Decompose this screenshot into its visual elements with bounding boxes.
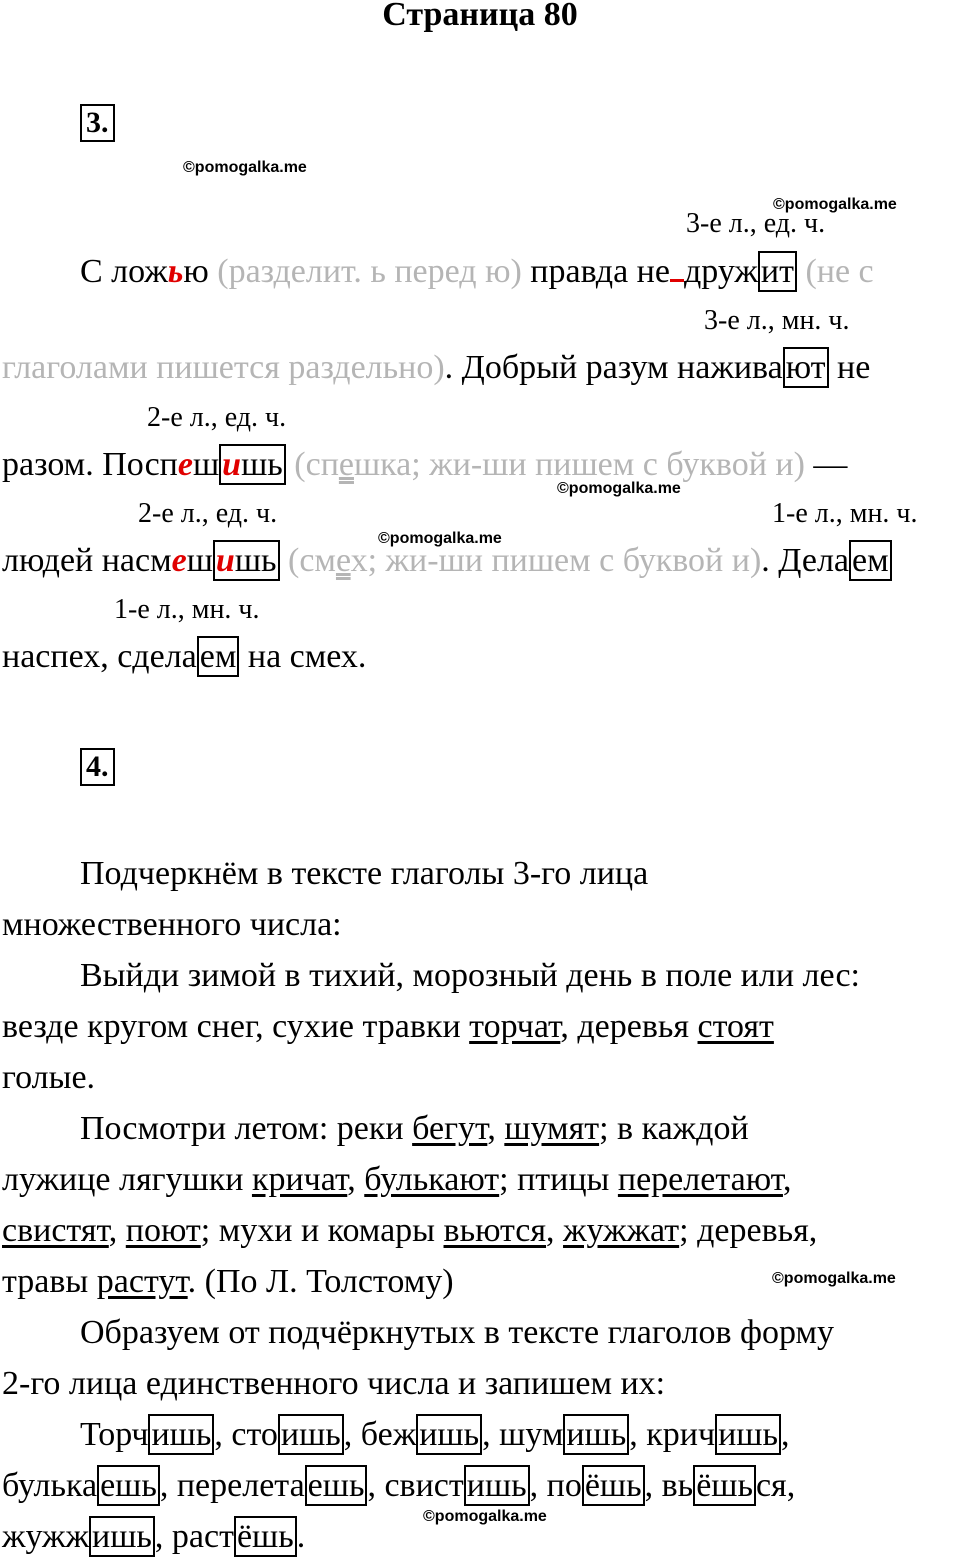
verb-stem: по (546, 1467, 582, 1504)
text: лужице лягушки (2, 1161, 252, 1198)
verb-stem: свист (384, 1467, 464, 1504)
underlined-verb: булькают (364, 1161, 500, 1198)
task4-p2-line1 (80, 1109, 749, 1149)
text: правда не (521, 253, 670, 290)
text: , (644, 1467, 662, 1504)
text: , (482, 1416, 500, 1453)
underlined-verb: свистят (2, 1212, 109, 1249)
text: , (108, 1212, 126, 1249)
verb-stem: крич (646, 1416, 716, 1453)
text: ; в каждой (599, 1110, 749, 1147)
verb-stem: вь (661, 1467, 694, 1504)
text: , деревья (560, 1008, 698, 1045)
ending-box: ишь (563, 1414, 629, 1455)
underlined-verb: растут (96, 1263, 188, 1300)
watermark: ©pomogalka.me (557, 480, 681, 497)
verb-stem: Торч (80, 1416, 149, 1453)
text: ю (183, 253, 218, 290)
explanation: (разделит. ь перед ю) (217, 253, 522, 290)
text: ся, (755, 1467, 796, 1504)
annotation: 3-е л., мн. ч. (704, 305, 850, 336)
explanation: х; жи-ши пишем с буквой и) (350, 542, 762, 579)
underlined-verb: стоят (697, 1008, 774, 1045)
ending-box: шь (241, 446, 283, 483)
text: — (804, 446, 848, 483)
task4-forms-line2 (2, 1466, 795, 1506)
explanation: шка; жи-ши пишем с буквой и) (353, 446, 805, 483)
text: . (296, 1518, 306, 1555)
task3-line-4 (2, 541, 892, 581)
text: , (159, 1467, 177, 1504)
text: травы (2, 1263, 97, 1300)
highlight-letter: е (177, 446, 193, 483)
verb-stem: перелета (176, 1467, 305, 1504)
text: . (По Л. Толстому) (187, 1263, 454, 1300)
separate-spelling-mark (670, 253, 684, 282)
ending-box: ешь (97, 1465, 160, 1506)
annotation: 2-е л., ед. ч. (138, 498, 278, 529)
task4-p2-line2 (2, 1160, 791, 1200)
text: на смех. (239, 638, 367, 675)
task4-p2-line3 (2, 1211, 817, 1251)
highlight-letter: и (215, 542, 235, 579)
task-number-4: 4. (80, 748, 115, 786)
explanation: (сп (285, 446, 339, 483)
task4-p1-line3: голые. (2, 1059, 96, 1096)
text: . Дела (761, 542, 850, 579)
verb-stem: раст (171, 1518, 234, 1555)
underlined-verb: кричат (251, 1161, 348, 1198)
task3-line-2 (2, 348, 870, 388)
underlined-verb: торчат (469, 1008, 561, 1045)
annotation: 1-е л., мн. ч. (114, 594, 260, 625)
text: , (154, 1518, 172, 1555)
ending-box: ишь (715, 1414, 781, 1455)
task4-p1-line1: Выйди зимой в тихий, морозный день в поле или лес: (80, 957, 860, 994)
task4-intro-2: множественного числа: (2, 906, 342, 943)
annotation: 2-е л., ед. ч. (147, 402, 287, 433)
text: , (214, 1416, 232, 1453)
verb-stem: беж (360, 1416, 417, 1453)
highlight-letter: и (222, 446, 242, 483)
text: везде кругом снег, сухие травки (2, 1008, 470, 1045)
text: друж (683, 253, 758, 290)
ending-box: ёшь (693, 1465, 756, 1506)
verb-stem: булька (2, 1467, 98, 1504)
task3-line-5 (2, 637, 366, 677)
text: ; мухи и комары (200, 1212, 444, 1249)
task3-line-1 (80, 252, 874, 292)
explanation-stress: е (335, 542, 351, 579)
text: , (367, 1467, 385, 1504)
ending-box: ишь (464, 1465, 530, 1506)
verb-stem: шум (499, 1416, 564, 1453)
explanation: (не с (796, 253, 874, 290)
annotation: 3-е л., ед. ч. (686, 208, 826, 239)
underlined-verb: шумят (504, 1110, 600, 1147)
watermark: ©pomogalka.me (423, 1508, 547, 1525)
task4-forms-line3 (2, 1517, 305, 1557)
task-number-3: 3. (80, 104, 115, 142)
underlined-verb: жужжат (563, 1212, 680, 1249)
underlined-verb: перелетают (617, 1161, 783, 1198)
text: наспех, сдела (2, 638, 197, 675)
text: С лож (80, 253, 168, 290)
ending-box: шь (234, 542, 277, 579)
text: , (347, 1161, 365, 1198)
highlight-letter: ь (167, 253, 184, 290)
task4-p3-line1: Образуем от подчёркнутых в тексте глаголов форму (80, 1314, 835, 1351)
text: , (546, 1212, 564, 1249)
ending-box: ишь (416, 1414, 482, 1455)
ending-box: ем (197, 636, 240, 677)
explanation: глаголами пишется раздельно) (2, 349, 445, 386)
task4-p2-line4 (2, 1262, 454, 1302)
ending-box: ит (758, 251, 797, 292)
explanation: (см (279, 542, 336, 579)
annotation: 1-е л., мн. ч. (772, 498, 918, 529)
underlined-verb: поют (125, 1212, 201, 1249)
text: людей насм (2, 542, 172, 579)
verb-stem: жужж (2, 1518, 90, 1555)
text: Посмотри летом: реки (80, 1110, 413, 1147)
underlined-verb: вьются (443, 1212, 547, 1249)
verb-stem: сто (231, 1416, 278, 1453)
text: ; деревья, (679, 1212, 818, 1249)
text: . Добрый разум нажива (444, 349, 783, 386)
text: , (343, 1416, 361, 1453)
watermark: ©pomogalka.me (183, 159, 307, 176)
page-title: Страница 80 (382, 0, 578, 33)
task4-intro-1: Подчеркнём в тексте глаголы 3-го лица (80, 855, 649, 892)
explanation-stress: е (338, 446, 354, 483)
watermark: ©pomogalka.me (378, 530, 502, 547)
ending-box: ёшь (234, 1516, 297, 1557)
text: разом. Посп (2, 446, 178, 483)
text: , (780, 1416, 790, 1453)
text: ; птицы (499, 1161, 618, 1198)
text: , (529, 1467, 547, 1504)
ending-box: ишь (89, 1516, 155, 1557)
underlined-verb: бегут (412, 1110, 488, 1147)
text: ш (192, 446, 220, 483)
task4-forms-line1 (80, 1415, 789, 1455)
highlight-letter: е (171, 542, 187, 579)
task4-p3-line2: 2-го лица единственного числа и запишем их: (2, 1365, 666, 1402)
text: , (782, 1161, 792, 1198)
ending-box: ем (849, 540, 892, 581)
ending-box: ишь (278, 1414, 344, 1455)
text: ш (186, 542, 213, 579)
ending-box: ешь (305, 1465, 368, 1506)
ending-box: ют (783, 347, 829, 388)
watermark: ©pomogalka.me (773, 196, 897, 213)
text: , (487, 1110, 505, 1147)
text: , (629, 1416, 647, 1453)
watermark: ©pomogalka.me (772, 1270, 896, 1287)
task3-line-3 (2, 445, 847, 485)
task4-p1-line2 (2, 1007, 774, 1047)
text: не (828, 349, 871, 386)
ending-box: ишь (148, 1414, 214, 1455)
ending-box: ёшь (582, 1465, 645, 1506)
